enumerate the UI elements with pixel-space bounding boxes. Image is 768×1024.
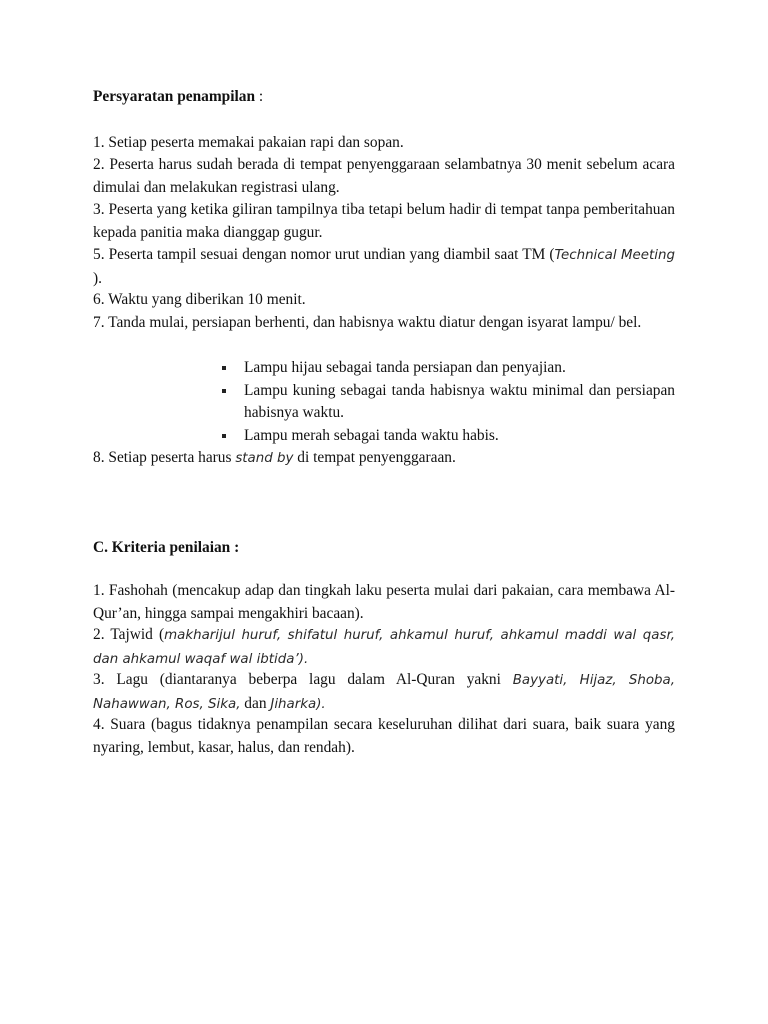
list-item-text: Lampu hijau sebagai tanda persiapan dan penyajian. (244, 359, 566, 376)
item-5-end: ). (93, 269, 102, 287)
item-8-italic-term: stand by (235, 451, 294, 466)
item-3-text: 3. Lagu (diantaranya beberpa lagu dalam Al-Quran yakni (93, 671, 513, 688)
requirement-item-3: 3. Peserta yang ketika giliran tampilnya tiba tetapi belum hadir di tempat tanpa pemberitahuan kepada panitia maka dianggap gugur. (93, 201, 675, 241)
criteria-item-3 (93, 669, 675, 716)
item-3-italic-terms: Bayyati, Hijaz, Shoba, Nahawwan, Ros, Sika, (93, 673, 675, 712)
list-item (218, 380, 675, 425)
item-2-text: 2. Tajwid ( (93, 626, 165, 643)
requirement-item-5 (93, 244, 675, 290)
list-item-text: Lampu kuning sebagai tanda habisnya waktu minimal dan persiapan habisnya waktu. (244, 381, 675, 422)
requirement-item-6: 6. Waktu yang diberikan 10 menit. (93, 291, 306, 308)
bullet-square-icon (222, 434, 226, 438)
item-8-end: di tempat penyenggaraan. (293, 449, 456, 466)
heading-colon: : (255, 88, 264, 105)
item-8-text: 8. Setiap peserta harus (93, 449, 236, 466)
heading-text: Persyaratan penampilan (93, 88, 256, 105)
list-item (218, 357, 675, 380)
requirement-item-8 (93, 447, 675, 471)
item-3-and: dan (240, 694, 271, 712)
item-2-italic-terms: makharijul huruf, shifatul huruf, ahkamul huruf, ahkamul maddi wal qasr, dan ahkamul waqaf wal ibtida’). (93, 628, 675, 667)
signal-lamp-list (218, 357, 675, 447)
item-5-italic-term: Technical Meeting (554, 248, 675, 263)
requirement-item-1: 1. Setiap peserta memakai pakaian rapi dan sopan. (93, 134, 404, 151)
criteria-item-1: 1. Fashohah (mencakup adap dan tingkah laku peserta mulai dari pakaian, cara membawa Al-Qur’an, hingga sampai mengakhiri bacaan). (93, 582, 675, 622)
item-5-text: 5. Peserta tampil sesuai dengan nomor urut undian yang diambil saat TM ( (93, 246, 555, 263)
section-heading-criteria: C. Kriteria penilaian : (93, 539, 240, 556)
criteria-item-2 (93, 624, 675, 671)
requirement-item-7: 7. Tanda mulai, persiapan berhenti, dan habisnya waktu diatur dengan isyarat lampu/ bel. (93, 314, 642, 331)
criteria-item-4: 4. Suara (bagus tidaknya penampilan secara keseluruhan dilihat dari suara, baik suara yang nyaring, lembut, kasar, halus, dan rendah). (93, 716, 675, 756)
requirement-item-2: 2. Peserta harus sudah berada di tempat penyenggaraan selambatnya 30 menit sebelum acara dimulai dan melakukan registrasi ulang. (93, 156, 675, 196)
item-3-italic-last: Jiharka). (270, 696, 326, 712)
list-item-text: Lampu merah sebagai tanda waktu habis. (244, 426, 499, 444)
bullet-square-icon (222, 389, 226, 393)
bullet-square-icon (222, 366, 226, 370)
list-item (218, 425, 675, 448)
section-heading-requirements (93, 86, 675, 109)
